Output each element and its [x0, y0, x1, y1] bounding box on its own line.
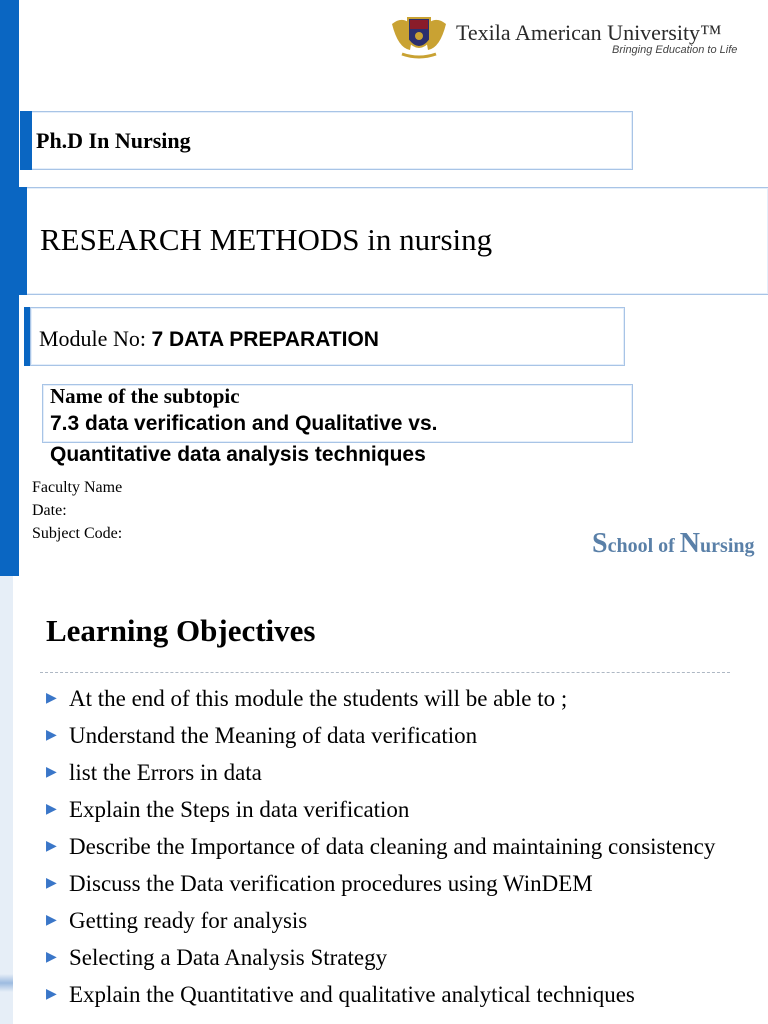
crest-icon — [388, 10, 450, 60]
bullet-arrow-icon: ▶ — [46, 876, 57, 891]
course-title: RESEARCH METHODS in nursing — [40, 222, 493, 257]
university-logo — [388, 8, 768, 64]
program-name: Ph.D In Nursing — [36, 128, 191, 153]
bullet-arrow-icon: ▶ — [46, 839, 57, 854]
list-item — [46, 906, 746, 936]
list-item — [46, 758, 746, 788]
subtopic-line-1: 7.3 data verification and Qualitative vs. — [50, 412, 438, 435]
objective-text: Selecting a Data Analysis Strategy — [69, 945, 388, 970]
faculty-name-label: Faculty Name — [32, 479, 123, 496]
learning-objectives-title: Learning Objectives — [46, 613, 316, 648]
objective-text: Explain the Quantitative and qualitative analytical techniques — [69, 982, 635, 1007]
program-accent — [20, 111, 32, 170]
bullet-arrow-icon: ▶ — [46, 691, 57, 706]
bullet-arrow-icon: ▶ — [46, 987, 57, 1002]
bullet-arrow-icon: ▶ — [46, 913, 57, 928]
module-value: 7 DATA PREPARATION — [151, 328, 379, 351]
module-line — [39, 326, 379, 352]
slide-left-edge — [0, 576, 13, 1024]
slide-edge-streak — [0, 974, 13, 992]
subtopic-heading: Name of the subtopic — [50, 384, 240, 408]
objective-text: At the end of this module the students will be able to ; — [69, 686, 568, 711]
list-item — [46, 869, 746, 899]
list-item — [46, 684, 746, 714]
title-divider — [40, 672, 730, 673]
objectives-list — [46, 684, 746, 1017]
list-item — [46, 943, 746, 973]
objective-text: Getting ready for analysis — [69, 908, 308, 933]
objective-text: Understand the Meaning of data verification — [69, 723, 478, 748]
left-accent-bar — [0, 0, 19, 576]
bullet-arrow-icon: ▶ — [46, 728, 57, 743]
school-s-rest: chool of — [607, 535, 680, 557]
subtopic-line-2: Quantitative data analysis techniques — [50, 443, 426, 466]
school-n-rest: ursing — [700, 535, 755, 557]
list-item — [46, 832, 746, 862]
school-s-cap: S — [592, 528, 608, 559]
list-item — [46, 980, 746, 1010]
subject-code-label: Subject Code: — [32, 525, 123, 542]
objective-text: list the Errors in data — [69, 760, 262, 785]
school-of-nursing — [592, 528, 755, 560]
module-accent — [24, 307, 30, 366]
course-title-accent — [19, 187, 27, 295]
objective-text: Describe the Importance of data cleaning and maintaining consistency — [69, 834, 716, 859]
module-prefix: Module No: — [39, 326, 152, 351]
bullet-arrow-icon: ▶ — [46, 950, 57, 965]
bullet-arrow-icon: ▶ — [46, 765, 57, 780]
bullet-arrow-icon: ▶ — [46, 802, 57, 817]
school-n-cap: N — [679, 528, 701, 559]
university-tagline: Bringing Education to Life — [612, 44, 738, 56]
university-name: Texila American University™ — [456, 20, 722, 45]
objective-text: Explain the Steps in data verification — [69, 797, 410, 822]
objective-text: Discuss the Data verification procedures using WinDEM — [69, 871, 593, 896]
objectives-slide — [0, 576, 768, 1024]
list-item — [46, 721, 746, 751]
date-label: Date: — [32, 502, 67, 519]
list-item — [46, 795, 746, 825]
